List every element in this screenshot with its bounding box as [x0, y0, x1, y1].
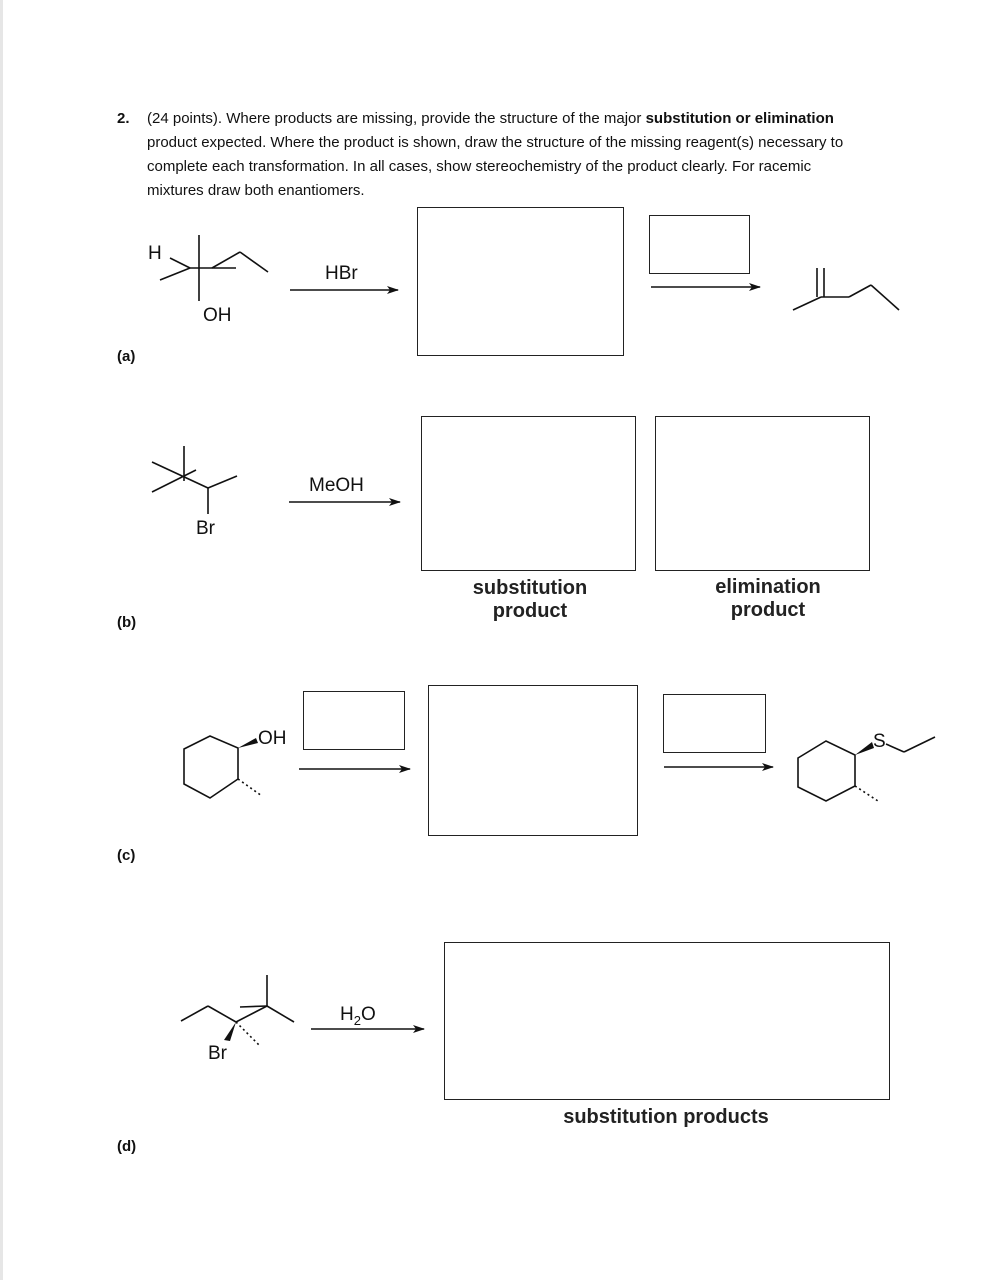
bond-d1 — [181, 1006, 208, 1021]
bond-cs1 — [886, 744, 904, 752]
bond-cs2 — [904, 737, 935, 752]
question-intro: (24 points). Where products are missing, provide the structure of the major — [147, 110, 646, 127]
atom-c-s: S — [873, 731, 886, 752]
reagent-d-h: H — [340, 1004, 354, 1025]
bond-a5 — [212, 252, 240, 268]
caption-b-elim-line1: elimination — [715, 576, 821, 598]
atom-b-br: Br — [196, 518, 215, 539]
atom-a-oh: OH — [203, 305, 232, 326]
caption-d-substitution-products: substitution products — [563, 1106, 769, 1128]
molecule-c-reactant — [184, 728, 287, 798]
bond-ap5 — [849, 285, 871, 297]
part-d-label: (d) — [117, 1138, 137, 1155]
bond-a1 — [170, 258, 190, 268]
atom-d-br: Br — [208, 1043, 227, 1064]
reagent-d-sub: 2 — [353, 1013, 361, 1028]
molecule-d-reactant — [181, 975, 294, 1064]
reagent-a-hbr: HBr — [325, 263, 358, 284]
wedge-c-oh — [238, 738, 258, 748]
bond-d3 — [236, 1006, 267, 1022]
bond-ap6 — [871, 285, 899, 310]
reagent-d-o: O — [360, 1004, 376, 1025]
molecule-a-reactant — [148, 235, 268, 326]
atom-a-h: H — [148, 243, 162, 264]
molecule-a-product — [793, 268, 899, 310]
question-number: 2. — [117, 110, 130, 127]
wedge-d-br — [224, 1022, 236, 1041]
bond-ap1 — [793, 297, 821, 310]
bond-a2 — [160, 268, 190, 280]
question-rest: product expected. Where the product is shown, draw the structure of the missing reagent(s) necessary to complete each transformation. In all cases, show stereochemistry of the product clearly. For racemic mixtures draw both enantiomers. — [147, 134, 844, 199]
bond-b4 — [208, 476, 237, 488]
part-a-label: (a) — [117, 348, 136, 365]
caption-b-sub-line1: substitution — [472, 577, 588, 599]
hash-c-product — [855, 786, 878, 801]
hash-c-methyl — [238, 779, 262, 796]
bond-b2 — [152, 470, 196, 492]
bond-a6 — [240, 252, 268, 272]
bond-d5 — [267, 1006, 294, 1022]
molecule-c-product — [798, 731, 935, 801]
ring-c-reactant — [184, 736, 238, 798]
bond-d6 — [240, 1006, 267, 1007]
molecule-b-reactant — [152, 446, 237, 539]
atom-c-oh: OH — [258, 728, 287, 749]
ring-c-product — [798, 741, 855, 801]
reagent-b-meoh: MeOH — [309, 475, 364, 496]
reagent-d-water — [340, 1004, 376, 1028]
wedge-c-s — [855, 742, 874, 755]
part-c-label: (c) — [117, 847, 136, 864]
caption-b-elim-line2: product — [730, 599, 806, 621]
part-b-label: (b) — [117, 614, 137, 631]
hash-d-methyl — [236, 1022, 260, 1046]
bond-d2 — [208, 1006, 236, 1022]
question-bold: substitution or elimination — [645, 110, 834, 127]
bond-b1 — [152, 462, 208, 488]
caption-b-sub-line2: product — [492, 600, 568, 622]
